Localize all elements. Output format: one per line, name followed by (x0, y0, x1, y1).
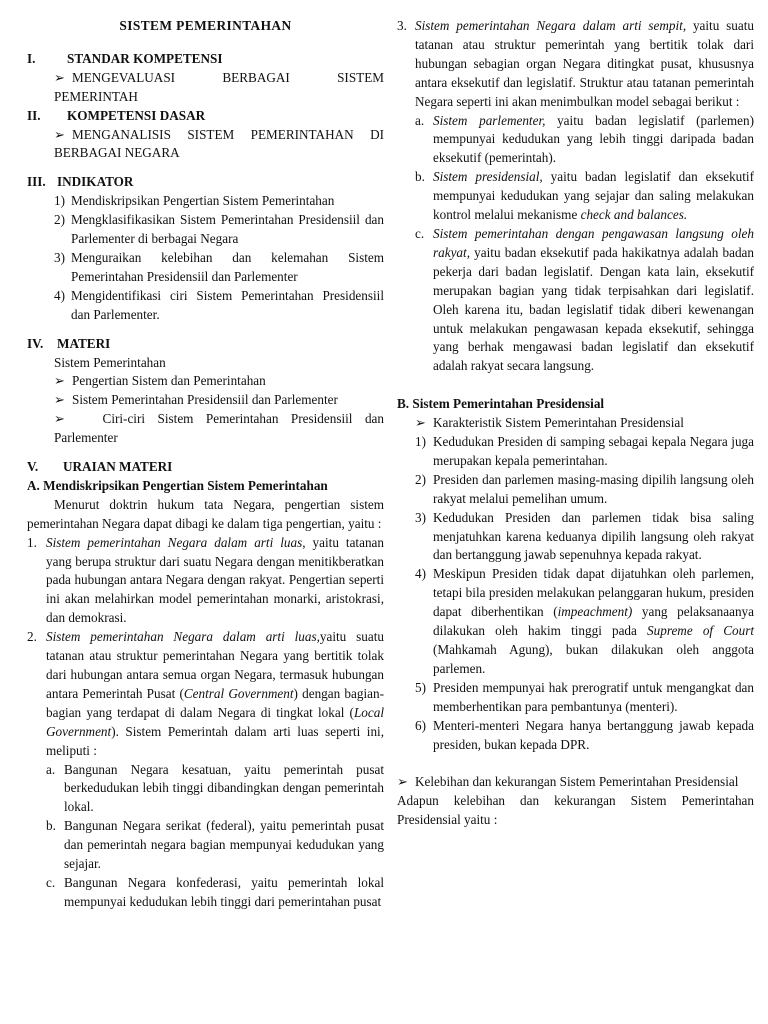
left-column (27, 17, 384, 912)
section-title: STANDAR KOMPETENSI (67, 50, 223, 66)
list-item: b. Sistem presidensial, yaitu badan legislatif dan eksekutif mempunyai kedudukan yang sejajar dan saling melakukan kontrol melalui mekanisme check and balances. (415, 169, 754, 223)
list-item: b. Bangunan Negara serikat (federal), yaitu pemerintah pusat dan pemerintah negara bagian mempunyai kedudukan yang sejajar. (46, 818, 384, 872)
indikator-list (27, 192, 384, 324)
materi-list (27, 354, 384, 449)
arrow-bullet-icon: ➢ (54, 69, 66, 85)
arrow-bullet-icon: ➢ (54, 373, 66, 389)
list-item: a. Sistem parlementer, yaitu badan legislatif (parlemen) mempunyai kedudukan yang lebih tinggi daripada badan eksekutif (pemerintah). (415, 112, 754, 166)
section-2-body (27, 126, 384, 164)
list-item: 2) Presiden dan parlemen masing-masing dipilih langsung oleh rakyat melalui pemelihan umum. (415, 471, 754, 506)
list-item: 2) Mengklasifikasikan Sistem Pemerintahan Presidensiil dan Parlementer di berbagai Negara (54, 212, 384, 247)
bullet-text-cont: BERBAGAI NEGARA (54, 145, 180, 161)
materi-intro: Sistem Pemerintahan (54, 354, 166, 370)
bullet-item: ➢ Sistem Pemerintahan Presidensiil dan Parlementer (54, 391, 384, 410)
paragraph-intro: Menurut doktrin hukum tata Negara, pengertian sistem pemerintahan Negara dapat dibagi ke dalam tiga pengertian, yaitu : (27, 496, 384, 531)
section-title: KOMPETENSI DASAR (67, 107, 206, 123)
section-number: V. (27, 459, 39, 475)
section-title: MATERI (57, 335, 111, 351)
list-item: c. Sistem pemerintahan dengan pengawasan langsung oleh rakyat, yaitu badan eksekutif pada hakikatnya adalah badan pekerja dari badan legislatif. Dengan kata lain, eksekutif merupakan bagian yang tidak terpisahkan dari legislatif. Oleh karena itu, badan legislatif tidak diberi kewenangan untuk melakukan pengawasan kepada eksekutif, sehingga yang berhak mengawasi badan legislatif dan eksekutif adalah rakyat secara langsung. (415, 225, 754, 374)
list-item: c. Bangunan Negara konfederasi, yaitu pemerintah lokal mempunyai kedudukan lebih tinggi dari pemerintahan pusat (46, 874, 384, 909)
bullet-item: ➢ Ciri-ciri Sistem Pemerintahan Presidensiil dan Parlementer (54, 411, 384, 446)
bullet-item: ➢ Karakteristik Sistem Pemerintahan Presidensial (415, 414, 754, 433)
list-item: 3) Menguraikan kelebihan dan kelemahan Sistem Pemerintahan Presidensiil dan Parlementer (54, 249, 384, 284)
section-3-heading (27, 173, 384, 192)
list-item: 6) Menteri-menteri Negara hanya bertanggung jawab kepada presiden, bukan kepada DPR. (415, 717, 754, 752)
section-4-heading (27, 335, 384, 354)
paragraph-adapun: Adapun kelebihan dan kekurangan Sistem Pemerintahan Presidensial yaitu : (397, 793, 754, 828)
presidensial-body (397, 414, 754, 754)
definition-2-subs (27, 761, 384, 912)
list-item: 4) Meskipun Presiden tidak dapat dijatuhkan oleh parlemen, tetapi bila presiden melakukan pelanggaran hukum, presiden dapat diberhentikan (impeachment) yang pelaksanaanya dilakukan oleh hakim tinggi pada Supreme of Court (Mahkamah Agung), bukan dilakukan oleh anggota parlemen. (415, 566, 754, 676)
section-2-heading (27, 107, 384, 126)
subsection-a-heading: A. Mendiskripsikan Pengertian Sistem Pemerintahan (27, 477, 328, 493)
section-5-heading (27, 458, 384, 477)
page-title: SISTEM PEMERINTAHAN (119, 18, 292, 33)
bullet-item-kelebihan: ➢ Kelebihan dan kekurangan Sistem Pemerintahan Presidensial (397, 773, 754, 792)
definition-1: 1. Sistem pemerintahan Negara dalam arti luas, yaitu tatanan yang berupa struktur dari suatu Negara dengan menitikberatkan pada hubungan antara Negara dengan rakyat. Pengertian seperti ini akan melahirkan model pemerintahan monarki, aristokrasi, dan demokrasi. (27, 534, 384, 626)
section-number: IV. (27, 335, 44, 351)
bullet-text: MENGANALISIS SISTEM PEMERINTAHAN DI (72, 126, 384, 142)
list-item: 1) Kedudukan Presiden di samping sebagai kepala Negara juga merupakan kepala pemerintahan. (415, 434, 754, 468)
definition-3: 3. Sistem pemerintahan Negara dalam arti sempit, yaitu suatu tatanan atau struktur pemerintah yang bertitik tolak dari hubungan sebagian organ Negara ditingkat pusat, khususnya antara eksekutif dan legislatif. Struktur atau tatanan pemerintah Negara seperti ini akan menimbulkan model sebagai berikut : (397, 18, 754, 109)
arrow-bullet-icon: ➢ (54, 411, 66, 427)
section-number: III. (27, 174, 46, 190)
definition-3-subs (397, 112, 754, 377)
list-item: 4) Mengidentifikasi ciri Sistem Pemerintahan Presidensiil dan Parlementer. (54, 287, 384, 322)
arrow-bullet-icon: ➢ (397, 774, 409, 790)
section-title: INDIKATOR (57, 174, 134, 190)
definition-2: 2. Sistem pemerintahan Negara dalam arti luas,yaitu suatu tatanan atau struktur pemerintahan Negara yang bertitik tolak dari hubungan antara semua organ Negara, termasuk hubungan antara Pemerintah Pusat (Central Government) dengan bagian-bagian yang terdapat di dalam Negara di tingkat lokal (Local Government). Sistem Pemerintah dalam arti luas seperti ini, meliputi : (27, 629, 384, 758)
bullet-item (54, 69, 384, 88)
subsection-b-heading: B. Sistem Pemerintahan Presidensial (397, 396, 605, 412)
bullet-item (54, 126, 384, 145)
section-1-heading (27, 50, 384, 69)
list-item: 5) Presiden mempunyai hak prerogratif untuk mengangkat dan memberhentikan para pembantunya (menteri). (415, 679, 754, 714)
bullet-text-cont: PEMERINTAH (54, 88, 138, 104)
bullet-text: MENGEVALUASI BERBAGAI SISTEM (72, 69, 384, 85)
section-number: I. (27, 50, 36, 66)
list-item: 3) Kedudukan Presiden dan parlemen tidak bisa saling menjatuhkan karena keduanya dipilih langsung oleh rakyat dan bertanggung jawab sepenuhnya kepada rakyat. (415, 509, 754, 563)
right-column (397, 17, 754, 830)
list-item: a. Bangunan Negara kesatuan, yaitu pemerintah pusat berkedudukan lebih tinggi dibandingkan dengan pemerintah lokal. (46, 761, 384, 815)
bullet-item: ➢ Pengertian Sistem dan Pemerintahan (54, 372, 384, 391)
section-1-body (27, 69, 384, 107)
arrow-bullet-icon: ➢ (54, 392, 66, 408)
list-item: 1) Mendiskripsikan Pengertian Sistem Pemerintahan (54, 193, 335, 209)
arrow-bullet-icon: ➢ (415, 415, 427, 431)
section-title: URAIAN MATERI (63, 459, 173, 475)
arrow-bullet-icon: ➢ (54, 126, 66, 142)
section-number: II. (27, 107, 41, 123)
